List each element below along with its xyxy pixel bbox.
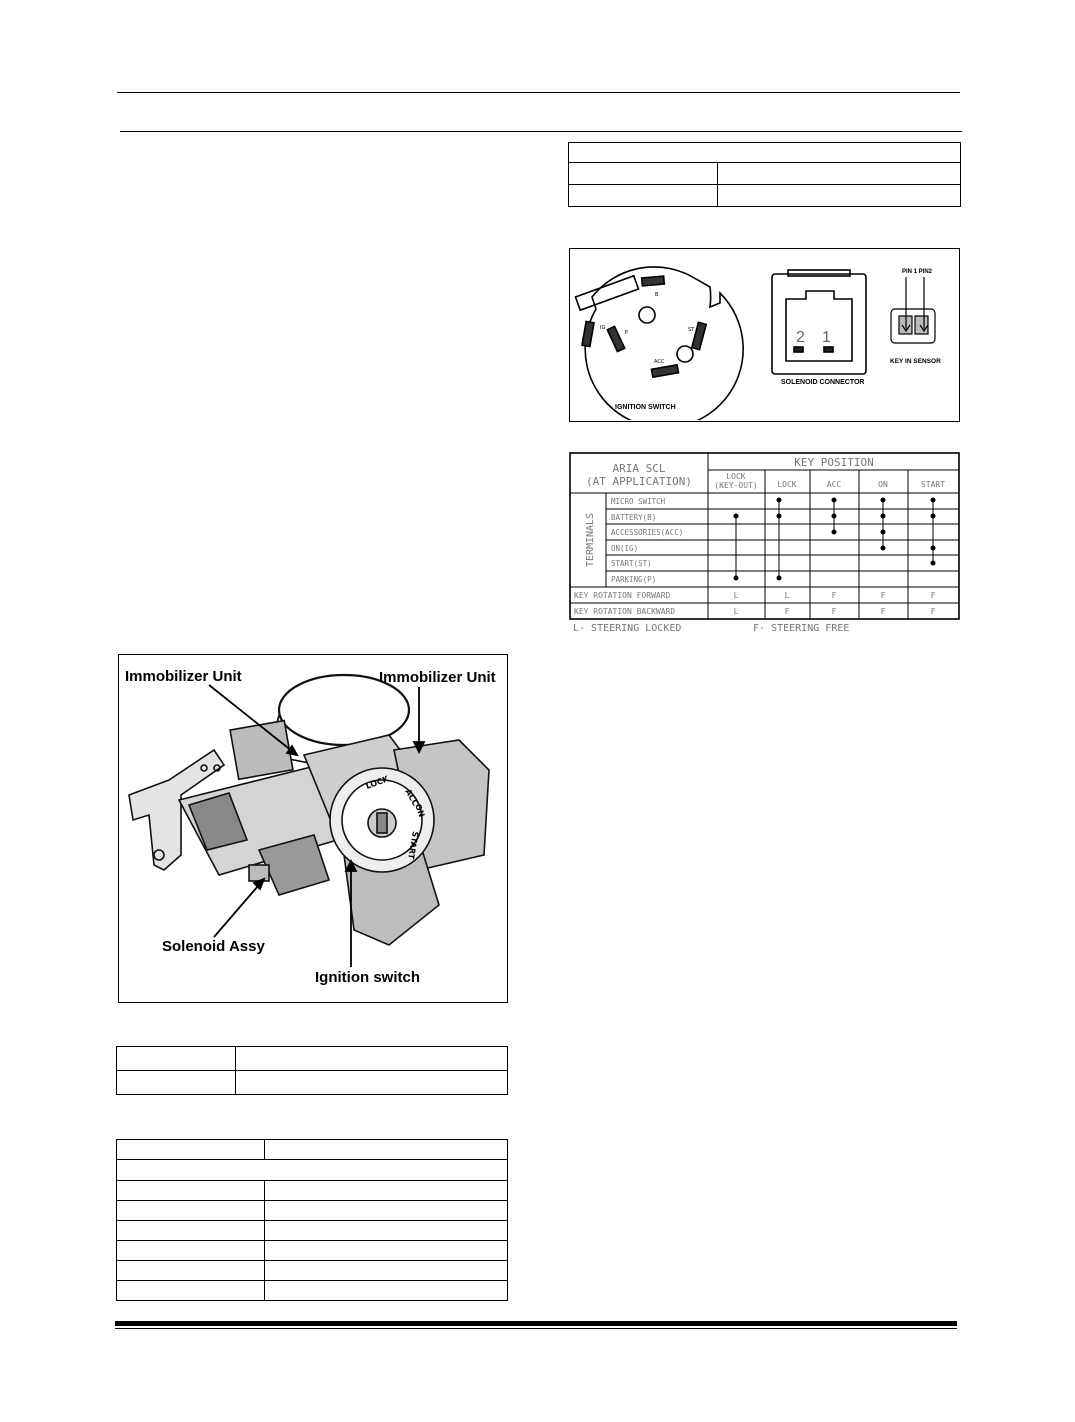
table-cell	[236, 1047, 508, 1071]
table-cell	[117, 1181, 265, 1201]
solenoid-connector-diagram	[772, 270, 866, 374]
chart-terminal-row-label: START(ST)	[611, 559, 652, 568]
assembly-body	[129, 675, 489, 945]
spec-table-top-right	[568, 142, 961, 207]
table-cell	[117, 1221, 265, 1241]
chart-column-header: START	[920, 480, 946, 489]
table-cell	[117, 1241, 265, 1261]
label-solenoid: Solenoid Assy	[162, 938, 265, 955]
terminal-mark-acc: ACC	[654, 359, 665, 365]
chart-rotation-row-label: KEY ROTATION BACKWARD	[574, 607, 676, 616]
pin-label: PIN 1 PIN2	[902, 269, 933, 275]
label-immobilizer-right: Immobilizer Unit	[379, 669, 496, 686]
chart-rotation-value: F	[784, 607, 790, 616]
solenoid-connector-label: SOLENOID CONNECTOR	[781, 379, 865, 386]
chart-rotation-value: F	[930, 591, 936, 600]
table-cell	[117, 1047, 236, 1071]
label-ignition: Ignition switch	[315, 969, 420, 986]
chart-side-label: TERMINALS	[585, 512, 596, 568]
chart-column-header: LOCK (KEY-OUT)	[714, 472, 758, 490]
chart-column-headers	[714, 472, 945, 490]
chart-column-header: ON	[878, 480, 888, 489]
table-cell	[265, 1241, 508, 1261]
chart-rotation-row-label: KEY ROTATION FORWARD	[574, 591, 671, 600]
chart-corner-title-1: ARIA SCL	[612, 462, 666, 475]
chart-rotation-value: F	[880, 591, 886, 600]
table-cell	[718, 185, 961, 207]
table-cell	[236, 1071, 508, 1095]
cylinder-mark-on: ON	[413, 802, 427, 819]
table-cell	[117, 1281, 265, 1301]
table-cell	[265, 1261, 508, 1281]
connector-drawing	[570, 249, 958, 420]
terminal-mark-st: ST	[688, 327, 695, 333]
header-rule-top	[117, 92, 960, 93]
label-immobilizer-left: Immobilizer Unit	[125, 668, 242, 685]
legend-free: F- STEERING FREE	[753, 623, 850, 634]
chart-connections	[734, 498, 935, 580]
chart-rotation-value: L	[733, 591, 739, 600]
table-cell	[265, 1140, 508, 1160]
solenoid-pins	[796, 329, 831, 346]
chart-column-header: ACC	[826, 480, 842, 489]
ignition-switch-label: IGNITION SWITCH	[615, 404, 676, 411]
header-rule-bottom	[120, 131, 962, 132]
chart-group-header: KEY POSITION	[794, 456, 874, 469]
chart-terminal-row-label: PARKING(P)	[611, 575, 657, 584]
table-cell	[718, 163, 961, 185]
terminal-mark-ig: IG	[600, 325, 606, 331]
table-cell	[569, 185, 718, 207]
chart-rotation-value: L	[733, 607, 739, 616]
spec-table-bottom-left	[116, 1139, 508, 1301]
table-cell	[265, 1221, 508, 1241]
chart-column-header: LOCK	[777, 480, 797, 489]
table-row	[569, 143, 961, 163]
solenoid-pin-2: 2	[796, 329, 805, 346]
table-cell	[265, 1181, 508, 1201]
table-cell	[265, 1281, 508, 1301]
ignition-switch-diagram	[575, 267, 743, 420]
cylinder-mark-lock: LOCK	[364, 774, 390, 791]
table-row	[117, 1160, 508, 1181]
chart-legend	[573, 623, 849, 634]
table-cell	[569, 163, 718, 185]
assembly-figure	[118, 654, 508, 1003]
footer-rule-thick	[115, 1321, 957, 1326]
cylinder-mark-start: START	[406, 830, 420, 860]
chart-rotation-value: F	[880, 607, 886, 616]
chart-rotation-value: F	[831, 591, 837, 600]
connector-figure	[569, 248, 960, 422]
table-cell	[265, 1201, 508, 1221]
chart-terminal-row-label: BATTERY(B)	[611, 513, 657, 522]
table-cell	[117, 1140, 265, 1160]
key-in-sensor-label: KEY IN SENSOR	[890, 358, 941, 365]
solenoid-pin-1: 1	[822, 329, 831, 346]
footer-rule-thin	[115, 1328, 957, 1329]
chart-terminal-row-label: ACCESSORIES(ACC)	[611, 528, 684, 537]
chart-corner-title-2: (AT APPLICATION)	[586, 475, 692, 488]
table-cell	[117, 1071, 236, 1095]
terminal-mark-b: B	[655, 292, 659, 298]
chart-rotation-value: L	[784, 591, 790, 600]
chart-rotation-value: F	[831, 607, 837, 616]
chart-rotation-value: F	[930, 607, 936, 616]
assembly-drawing	[119, 655, 506, 1001]
key-position-chart-svg	[569, 452, 961, 636]
spec-table-middle-left	[116, 1046, 508, 1095]
cylinder-mark-acc: ACC	[403, 787, 421, 808]
key-in-sensor-diagram	[891, 277, 935, 343]
terminal-mark-p: P	[625, 330, 629, 336]
chart-terminal-row-label: ON(IG)	[611, 544, 639, 553]
table-cell	[117, 1201, 265, 1221]
chart-terminal-row-label: MICRO SWITCH	[611, 497, 666, 506]
legend-locked: L- STEERING LOCKED	[573, 623, 682, 634]
key-position-chart	[569, 452, 961, 636]
table-cell	[117, 1261, 265, 1281]
